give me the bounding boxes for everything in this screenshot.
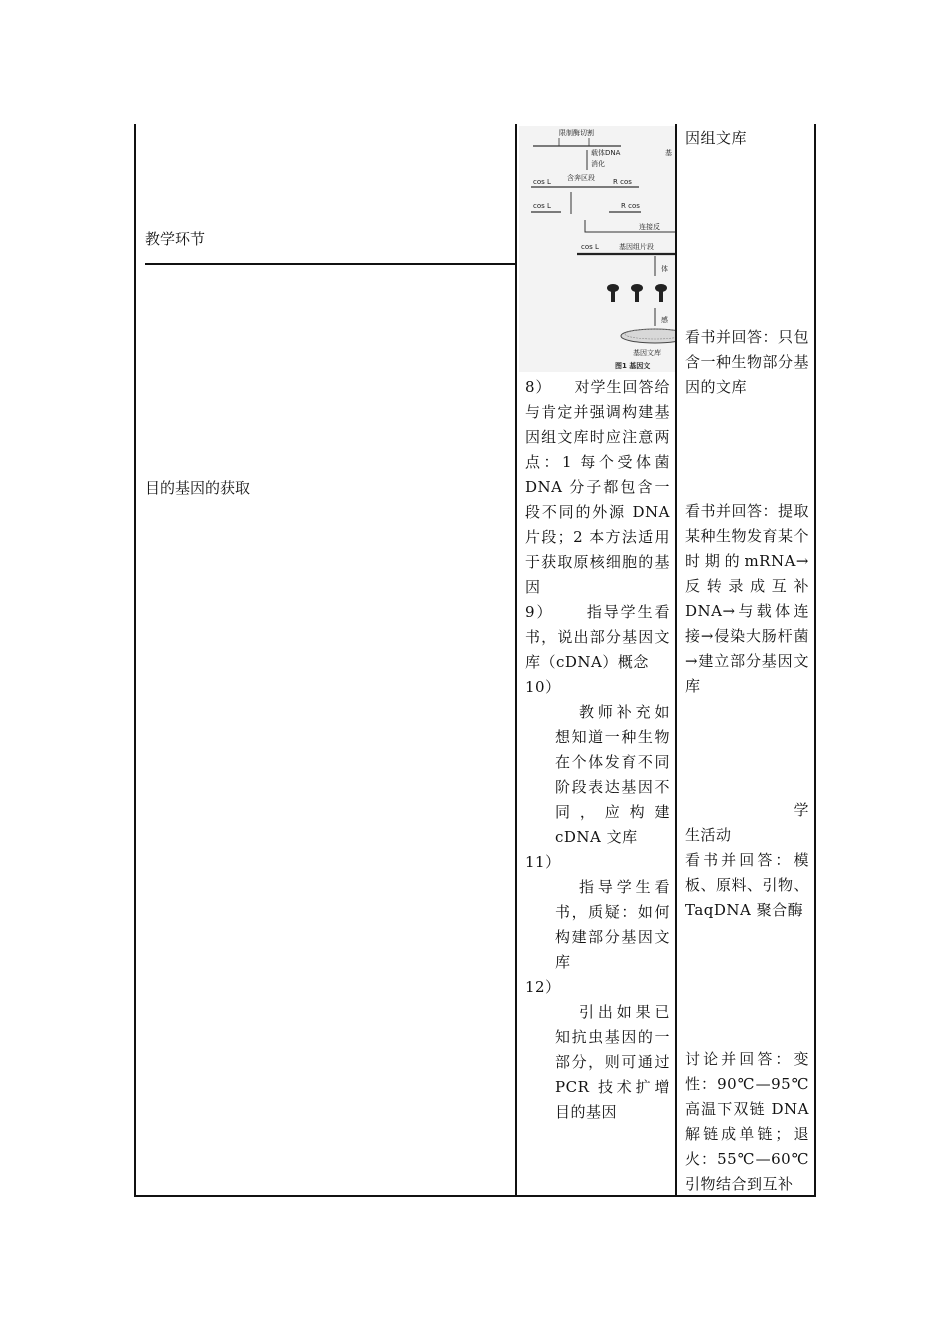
student-activity-heading: 生活动 — [685, 826, 732, 844]
item-text: 教师补充如想知道一种生物在个体发育不同阶段表达基因不同，应构建 cDNA 文库 — [555, 703, 670, 846]
diagram-label: 基因组片段 — [619, 243, 654, 251]
phage-icons — [607, 284, 667, 302]
teacher-item-12 — [525, 975, 670, 1125]
item-text: 引出如果已知抗虫基因的一部分，则可通过 PCR 技术扩增目的基因 — [555, 1003, 670, 1121]
gene-library-diagram — [519, 126, 675, 372]
header-label: 教学环节 — [145, 230, 206, 248]
item-number: 8） — [525, 378, 552, 396]
teacher-item-9 — [525, 600, 670, 675]
teacher-item-8 — [525, 375, 670, 600]
diagram-label: 体 — [661, 265, 668, 273]
student-activity-text: 看书并回答：模板、原料、引物、TaqDNA 聚合酶 — [685, 851, 810, 919]
teacher-item-10 — [525, 675, 670, 850]
item-number: 10） — [525, 678, 561, 696]
diagram-label: 基因文库 — [633, 349, 661, 357]
diagram-label: cos L — [581, 243, 599, 251]
item-number: 9） — [525, 603, 554, 621]
diagram-label: R cos — [613, 178, 632, 186]
diagram-label: 含奔区段 — [567, 174, 595, 182]
student-activity-text: 看书并回答：提取某种生物发育某个时期的mRNA→反转录成互补 DNA→与载体连接→侵染大肠杆菌→建立部分基因文库 — [685, 502, 810, 695]
diagram-label: 消化 — [591, 160, 605, 168]
section-label: 目的基因的获取 — [145, 479, 251, 497]
teacher-item-11 — [525, 850, 670, 975]
column-divider-2 — [675, 124, 677, 1197]
item-text: 指导学生看书，说出部分基因文库（cDNA）概念 — [525, 603, 670, 671]
student-activity-heading: 学 — [793, 801, 809, 819]
item-number: 11） — [525, 853, 561, 871]
teacher-activity-column — [525, 375, 670, 1125]
diagram-label: 基 — [665, 149, 672, 157]
student-activity-text: 看书并回答：只包含一种生物部分基因的文库 — [685, 328, 810, 396]
diagram-label: R cos — [621, 202, 640, 210]
column-divider-1 — [515, 124, 517, 1197]
diagram-svg — [519, 126, 675, 372]
student-activity-text: 讨论并回答：变性：90℃—95℃高温下双链 DNA 解链成单链；退火：55℃—60℃引物结合到互补 — [685, 1050, 809, 1193]
diagram-label: 限制酶切割 — [559, 129, 594, 137]
diagram-label: cos L — [533, 178, 551, 186]
diagram-label: 感 — [661, 316, 668, 324]
student-activity-text: 因组文库 — [685, 129, 748, 147]
header-row-divider — [145, 263, 516, 265]
diagram-label: 载体DNA — [591, 149, 621, 157]
item-text: 指导学生看书，质疑：如何构建部分基因文库 — [555, 878, 670, 971]
diagram-label: cos L — [533, 202, 551, 210]
item-text: 对学生回答给与肯定并强调构建基因组文库时应注意两点：1 每个受体菌 DNA 分子都包含一段不同的外源 DNA 片段；2 本方法适用于获取原核细胞的基因 — [525, 378, 670, 596]
diagram-caption: 图1 基因文 — [615, 362, 651, 370]
item-number: 12） — [525, 978, 561, 996]
diagram-label: 连接反 — [639, 223, 660, 231]
